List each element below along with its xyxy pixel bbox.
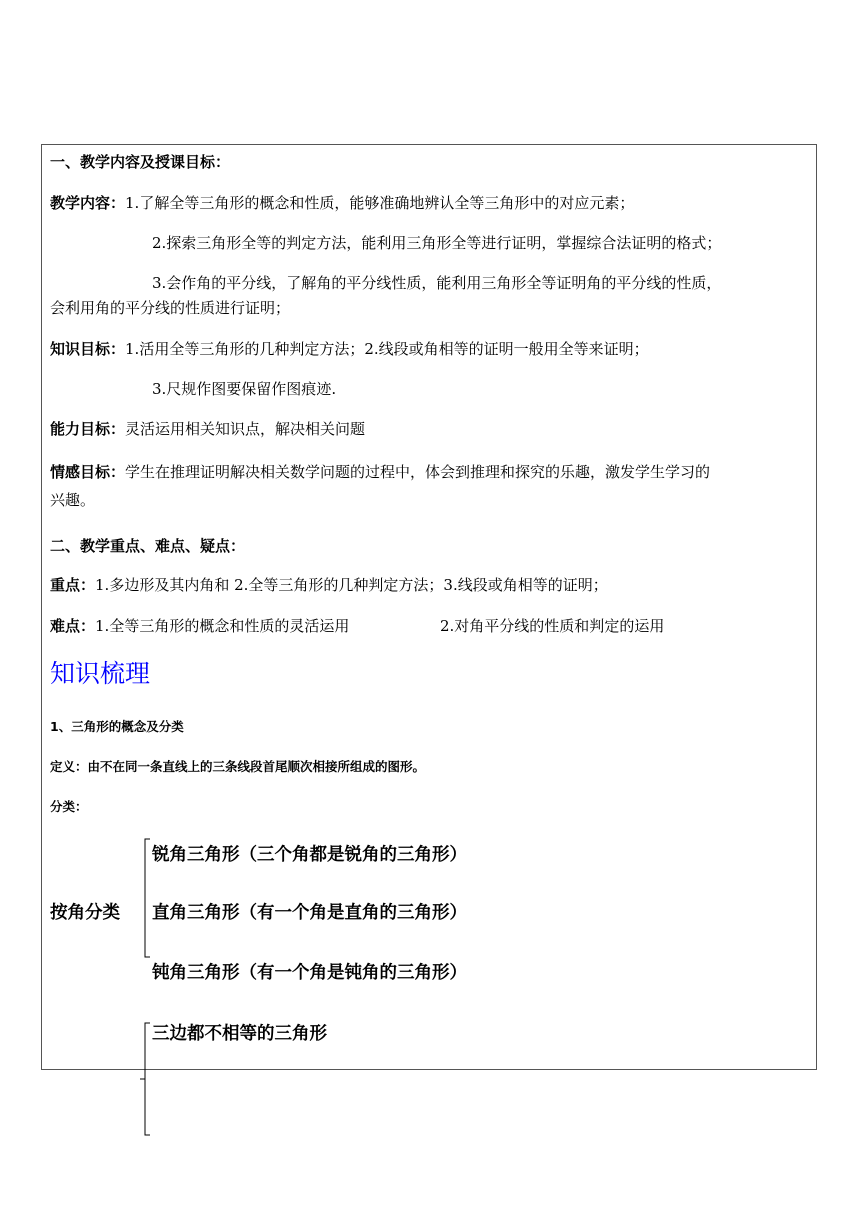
difficult-point-1: 1.全等三角形的概念和性质的灵活运用 [95, 617, 350, 635]
knowledge-goal-label: 知识目标： [50, 340, 126, 358]
key-points-text: 1.多边形及其内角和 2.全等三角形的几种判定方法；3.线段或角相等的证明； [95, 576, 608, 594]
emotion-goal-row [50, 462, 710, 482]
acute-triangle-item: 锐角三角形（三个角都是锐角的三角形） [152, 845, 467, 865]
classify-label: 分类： [50, 799, 88, 814]
section2-title: 二、教学重点、难点、疑点： [50, 537, 246, 555]
obtuse-triangle-item: 钝角三角形（有一个角是钝角的三角形） [152, 963, 467, 983]
emotion-goal-line-2: 兴趣。 [50, 491, 96, 509]
emotion-goal-line-1: 学生在推理证明解决相关数学问题的过程中，体会到推理和探究的乐趣，激发学生学习的 [125, 463, 711, 481]
knowledge-goal-item-1: 1.活用全等三角形的几种判定方法；2.线段或角相等的证明一般用全等来证明； [125, 340, 649, 358]
teaching-content-row [50, 193, 634, 213]
difficult-points-label: 难点： [50, 617, 96, 635]
knowledge-heading: 知识梳理 [50, 659, 151, 688]
teaching-content-item-3-cont: 会利用角的平分线的性质进行证明； [50, 299, 291, 317]
section1-title: 一、教学内容及授课目标： [50, 153, 231, 171]
knowledge-subtitle: 1、三角形的概念及分类 [50, 719, 184, 734]
teaching-content-item-1: 1.了解全等三角形的概念和性质，能够准确地辨认全等三角形中的对应元素； [125, 194, 635, 212]
by-angle-label: 按角分类 [50, 903, 120, 923]
ability-goal-row [50, 419, 365, 439]
difficult-points-row [50, 616, 349, 636]
teaching-content-item-2: 2.探索三角形全等的判定方法，能利用三角形全等进行证明，掌握综合法证明的格式； [152, 234, 722, 252]
emotion-goal-label: 情感目标： [50, 463, 126, 481]
right-triangle-item: 直角三角形（有一个角是直角的三角形） [152, 903, 467, 923]
knowledge-goal-row [50, 339, 649, 359]
scalene-triangle-item: 三边都不相等的三角形 [152, 1024, 327, 1044]
key-points-label: 重点： [50, 576, 96, 594]
ability-goal-label: 能力目标： [50, 420, 126, 438]
definition-text: 定义：由不在同一条直线上的三条线段首尾顺次相接所组成的图形。 [50, 759, 426, 774]
knowledge-goal-item-2: 3.尺规作图要保留作图痕迹. [152, 380, 337, 398]
difficult-point-2: 2.对角平分线的性质和判定的运用 [440, 617, 665, 635]
teaching-content-item-3: 3.会作角的平分线，了解角的平分线性质，能利用三角形全等证明角的平分线的性质， [152, 274, 722, 292]
teaching-content-label: 教学内容： [50, 194, 126, 212]
ability-goal-text: 灵活运用相关知识点，解决相关问题 [125, 420, 366, 438]
key-points-row [50, 575, 608, 595]
